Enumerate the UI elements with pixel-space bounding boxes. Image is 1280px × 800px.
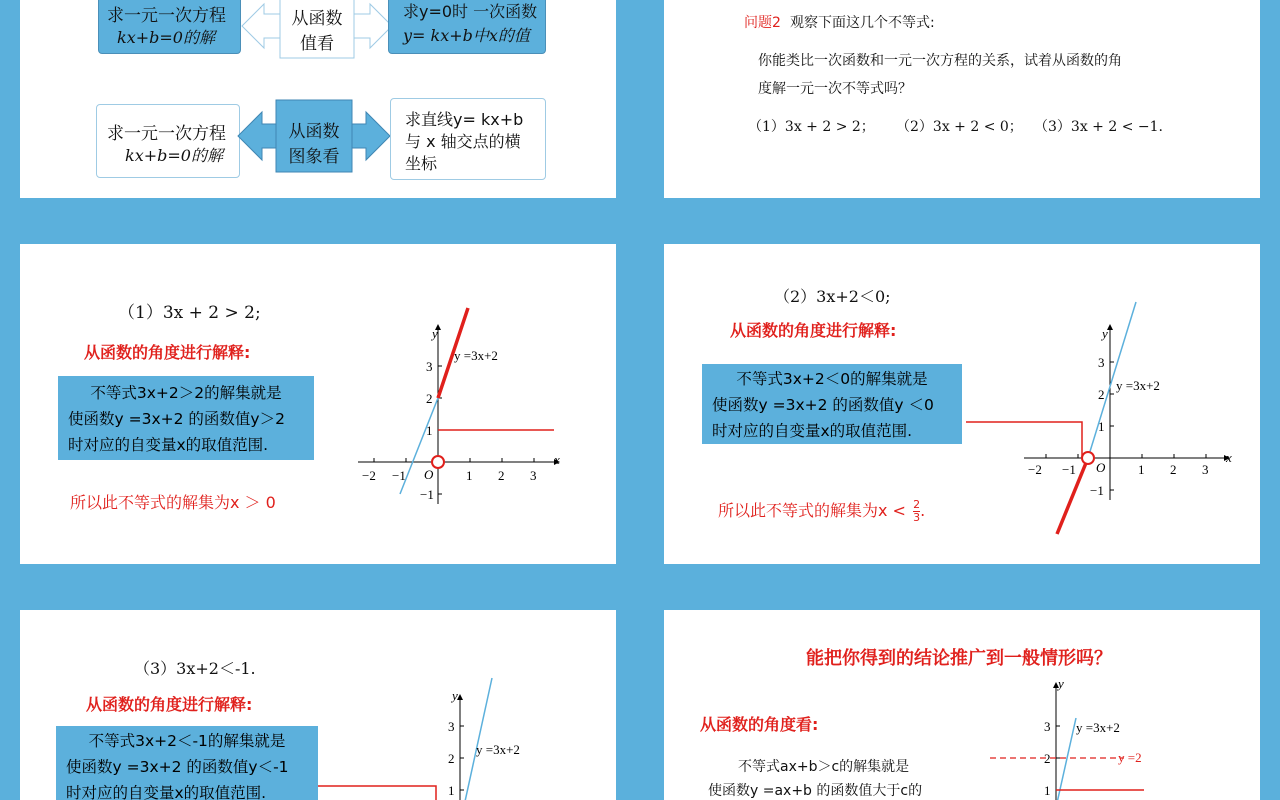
y-tick: 1: [1044, 783, 1051, 798]
coordinate-graph: [1024, 304, 1244, 544]
box-line: 不等式3x+2＞2的解集就是: [90, 384, 282, 402]
slide-1: [20, 0, 616, 198]
inequality-3: （3）3x + 2 < −1.: [1034, 119, 1163, 135]
box-line: 使函数y =3x+2 的函数值y＜-1: [66, 758, 289, 776]
question-intro: 观察下面这几个不等式:: [790, 15, 935, 31]
x-tick: 1: [466, 468, 473, 483]
scroll-box-intersection: [390, 98, 546, 180]
slide-3: [20, 244, 616, 564]
line-label: y =3x+2: [476, 742, 520, 757]
explanation-box: [56, 726, 318, 800]
question-text-2: 度解一元一次不等式吗？: [758, 81, 912, 97]
box-line: 使函数y =3x+2 的函数值y＞2: [68, 410, 285, 428]
explanation-box: [702, 364, 962, 444]
box-line: 使函数y =3x+2 的函数值y ＜0: [712, 396, 934, 414]
y-tick: 3: [448, 719, 455, 734]
x-axis-label: x: [554, 452, 560, 467]
y-tick: 1: [426, 423, 433, 438]
scroll-box-equation: [98, 0, 241, 54]
slide-6: [664, 610, 1260, 800]
y-tick: −1: [1090, 483, 1104, 498]
open-point: [432, 456, 444, 468]
x-tick: −1: [392, 468, 406, 483]
scroll-box-function-value: [388, 0, 546, 54]
box-line: 不等式3x+2＜-1的解集就是: [88, 732, 286, 750]
y-tick: 2: [1044, 751, 1051, 766]
x-axis-label: x: [1226, 450, 1232, 465]
arrow-label-line: 值看: [300, 34, 334, 54]
explain-heading: 从函数的角度看:: [700, 715, 819, 734]
y-tick: 1: [1098, 419, 1105, 434]
inequality-1: （1）3x + 2 > 2；: [748, 119, 875, 135]
x-tick: 1: [1138, 462, 1145, 477]
arrow-label-bottom: [276, 117, 352, 167]
y-tick: 3: [426, 359, 433, 374]
scroll-box-equation-2: [96, 104, 240, 178]
y-tick: 2: [448, 751, 455, 766]
arrow-label-line: 从函数: [288, 122, 340, 142]
y-axis-label: y: [1058, 676, 1064, 691]
slide-title: （3）3x+2＜-1.: [134, 659, 256, 678]
inequality-2: （2）3x + 2 < 0；: [896, 119, 1023, 135]
explain-heading: 从函数的角度进行解释:: [84, 343, 251, 362]
reference-line: [966, 422, 1082, 458]
y2-label: y =2: [1118, 750, 1142, 765]
fraction-denominator: 3: [913, 511, 921, 524]
y-tick: 1: [448, 783, 455, 798]
question-text-1: 你能类比一次函数和一元一次方程的关系，试着从函数的角: [758, 53, 1122, 69]
coordinate-graph: [984, 670, 1184, 800]
x-tick: 2: [498, 468, 505, 483]
question-label: 问题2: [744, 15, 781, 31]
fraction: [913, 499, 920, 524]
open-point: [1082, 452, 1094, 464]
solution-answer: 所以此不等式的解集为x ＞ 0: [70, 493, 276, 512]
box-line: 时对应的自变量x的取值范围.: [66, 784, 267, 800]
explanation-box: [58, 376, 314, 460]
box-line: 时对应的自变量x的取值范围.: [68, 436, 269, 454]
coordinate-graph: [356, 304, 566, 514]
line-label: y =3x+2: [1076, 720, 1120, 735]
y-axis-label: y: [452, 688, 458, 703]
box-line-1: 求直线y= kx+b: [405, 110, 524, 129]
slide-title: （1）3x + 2 > 2;: [118, 303, 261, 323]
line-label: y =3x+2: [454, 348, 498, 363]
x-tick: 3: [1202, 462, 1209, 477]
slide-5: [20, 610, 616, 800]
box-line: 不等式3x+2＜0的解集就是: [736, 370, 928, 388]
slide-4: [664, 244, 1260, 564]
arrow-label-line: 图象看: [288, 147, 340, 167]
explain-heading: 从函数的角度进行解释:: [730, 321, 897, 340]
general-line-1: 不等式ax+b＞c的解集就是: [738, 759, 910, 775]
slide-2: [664, 0, 1260, 198]
box-line-2: y= kx+b中x的值: [403, 26, 530, 45]
slide-title: 能把你得到的结论推广到一般情形吗？: [806, 648, 1112, 669]
solution-answer: 所以此不等式的解集为x < $\frac{2}{3}$ .: [718, 498, 926, 524]
explain-heading: 从函数的角度进行解释:: [86, 695, 253, 714]
box-line-2: kx+b=0的解: [125, 146, 223, 165]
origin-label: O: [1096, 460, 1106, 475]
box-line-2: kx+b=0的解: [117, 28, 215, 47]
coordinate-graph: [320, 670, 520, 800]
y-tick: −1: [420, 487, 434, 502]
y-axis-label: y: [1102, 326, 1108, 341]
reference-line: [318, 786, 436, 800]
line-label: y =3x+2: [1116, 378, 1160, 393]
arrow-label-line: 从函数: [291, 9, 343, 29]
x-tick: 3: [530, 468, 537, 483]
slide-title: （2）3x+2＜0;: [774, 287, 891, 306]
box-line-1: 求一元一次方程: [107, 124, 226, 144]
x-tick: −2: [362, 468, 376, 483]
x-tick: −1: [1062, 462, 1076, 477]
box-line-1: 求y=0时 一次函数: [403, 2, 538, 21]
y-tick: 3: [1098, 355, 1105, 370]
x-tick: 2: [1170, 462, 1177, 477]
y-tick: 2: [426, 391, 433, 406]
box-line-2: 与 x 轴交点的横: [405, 132, 521, 151]
arrow-label-top: [282, 4, 352, 54]
box-line: 时对应的自变量x的取值范围.: [712, 422, 913, 440]
fraction-numerator: 2: [913, 498, 921, 511]
box-line-3: 坐标: [405, 154, 438, 173]
y-tick: 2: [1098, 387, 1105, 402]
x-tick: −2: [1028, 462, 1042, 477]
y-axis-label: y: [432, 326, 438, 341]
origin-label: O: [424, 467, 434, 482]
y-tick: 3: [1044, 719, 1051, 734]
answer-text: 所以此不等式的解集为x <: [718, 501, 906, 520]
general-line-2: 使函数y =ax+b 的函数值大于c的: [708, 783, 923, 799]
box-line-1: 求一元一次方程: [107, 6, 226, 26]
